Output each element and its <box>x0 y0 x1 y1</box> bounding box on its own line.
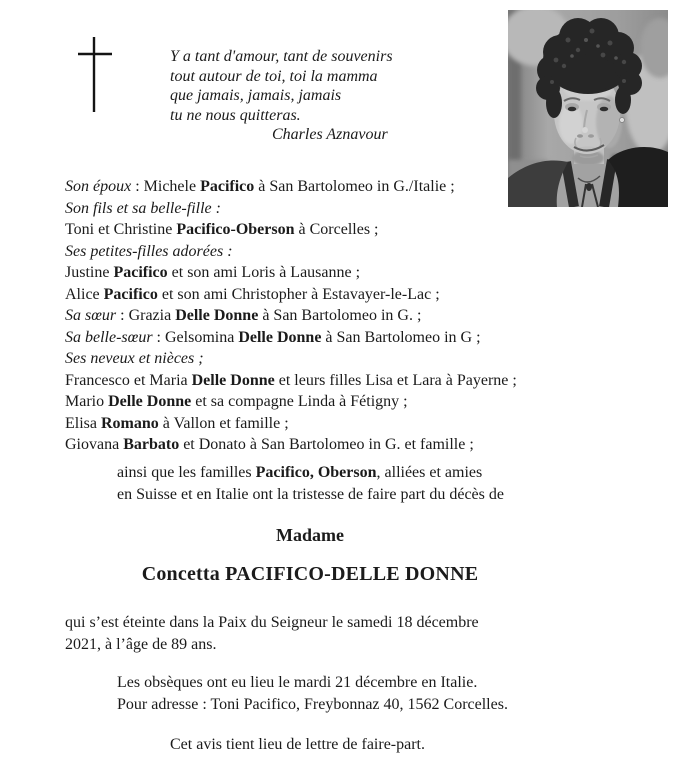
condolence-quote <box>170 47 500 145</box>
family-line: Giovana Barbato et Donato à San Bartolomeo in G. et famille ; <box>65 436 474 453</box>
death-line: 2021, à l’âge de 89 ans. <box>65 635 217 653</box>
announcement-line: en Suisse et en Italie ont la tristesse de faire part du décès de <box>117 485 504 503</box>
family-line: Ses neveux et nièces ; <box>65 350 204 367</box>
family-line: Justine Pacifico et son ami Loris à Lausanne ; <box>65 264 361 281</box>
salutation: Madame <box>276 525 344 545</box>
family-line: Toni et Christine Pacifico-Oberson à Corcelles ; <box>65 221 379 238</box>
quote-line: tu ne nous quitteras. <box>170 106 301 124</box>
death-line: qui s’est éteinte dans la Paix du Seigneur le samedi 18 décembre <box>65 614 479 631</box>
family-line: Mario Delle Donne et sa compagne Linda à Fétigny ; <box>65 393 408 410</box>
deceased-name: Concetta PACIFICO-DELLE DONNE <box>141 563 479 585</box>
family-line: Elisa Romano à Vallon et famille ; <box>65 414 289 432</box>
family-line: Son époux : Michele Pacifico à San Bartolomeo in G./Italie ; <box>65 178 455 195</box>
closing-line: Cet avis tient lieu de lettre de faire-part. <box>170 736 425 753</box>
family-line: Alice Pacifico et son ami Christopher à Estavayer-le-Lac ; <box>65 285 440 303</box>
death-notice <box>65 612 565 655</box>
announcement-line: ainsi que les familles Pacifico, Oberson, alliées et amies <box>117 464 483 481</box>
family-line: Sa belle-sœur : Gelsomina Delle Donne à San Bartolomeo in G ; <box>65 328 481 346</box>
announcement-intro <box>117 462 577 505</box>
quote-line: tout autour de toi, toi la mamma <box>170 67 378 85</box>
quote-line: Y a tant d'amour, tant de souvenirs <box>170 48 393 65</box>
quote-attribution: Charles Aznavour <box>272 126 388 143</box>
title-block <box>65 523 555 587</box>
quote-line: que jamais, jamais, jamais <box>170 87 342 104</box>
funeral-line: Les obsèques ont eu lieu le mardi 21 décembre en Italie. <box>117 674 478 691</box>
family-line: Francesco et Maria Delle Donne et leurs filles Lisa et Lara à Payerne ; <box>65 371 517 389</box>
funeral-line: Pour adresse : Toni Pacifico, Freybonnaz 40, 1562 Corcelles. <box>117 695 508 713</box>
family-line: Ses petites-filles adorées : <box>65 242 233 260</box>
family-list <box>65 176 575 456</box>
family-line: Sa sœur : Grazia Delle Donne à San Bartolomeo in G. ; <box>65 307 422 324</box>
closing-notice <box>170 734 590 756</box>
funeral-notice <box>117 672 587 715</box>
cross-icon <box>76 33 116 117</box>
family-line: Son fils et sa belle-fille : <box>65 199 221 217</box>
